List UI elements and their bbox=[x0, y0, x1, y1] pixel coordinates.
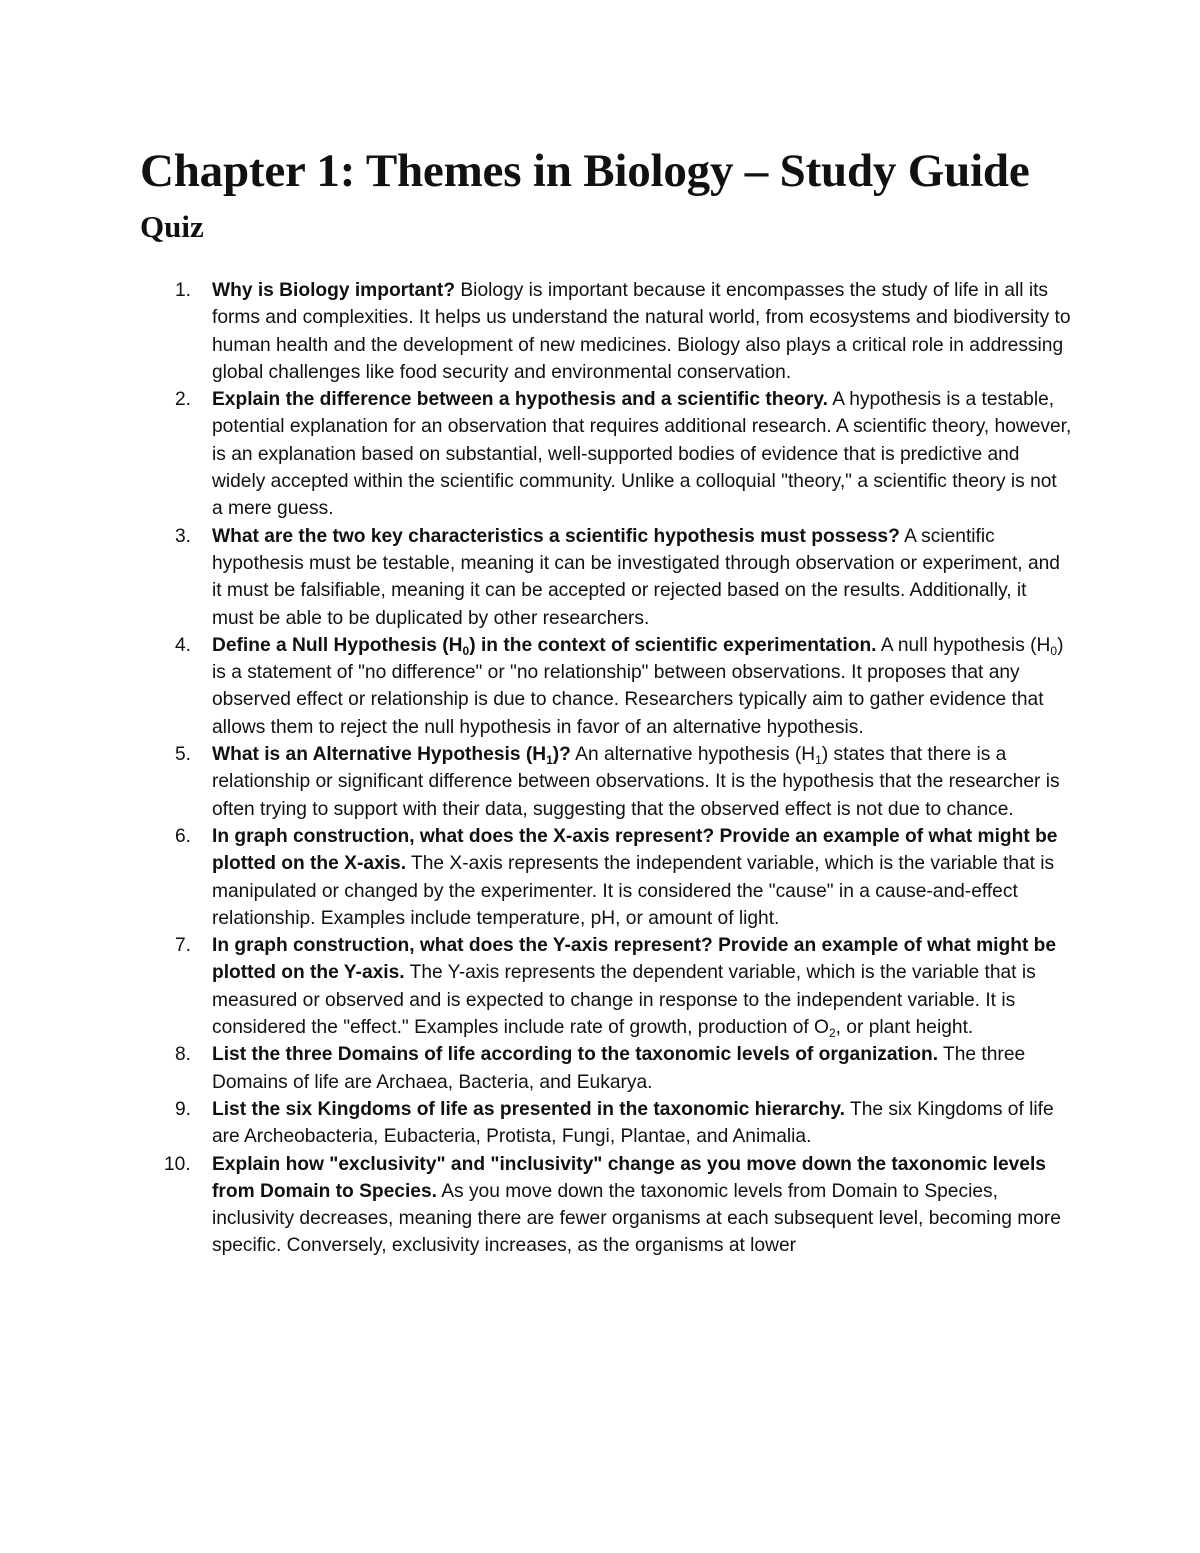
item-number: 10. bbox=[164, 1153, 191, 1175]
quiz-item-1 bbox=[0, 277, 1072, 386]
item-number: 1. bbox=[175, 280, 192, 301]
answer-text: The X-axis represents the independent variable, which is the variable that is manipulated or changed by the experimenter. It is considered the "cause" in a cause-and-effect relationship. Examples include temperature, pH, or amount of light. bbox=[212, 853, 1055, 929]
quiz-item-7 bbox=[0, 932, 1072, 1041]
question-text: Explain how "exclusivity" and "inclusivity" change as you move down the taxonomic levels from Domain to Species. bbox=[212, 1153, 1046, 1202]
item-number: 9. bbox=[175, 1098, 192, 1120]
question-text: Why is Biology important? bbox=[212, 280, 456, 301]
quiz-item-8 bbox=[0, 1041, 1072, 1096]
answer-text: The Y-axis represents the dependent variable, which is the variable that is measured or observed and is expected to change in response to the independent variable. It is considered the "effect." Examples include rate of growth, production of $O_2$, or plant height. bbox=[212, 962, 1036, 1041]
quiz-item-5 bbox=[0, 741, 1072, 823]
answer-text: A hypothesis is a testable, potential explanation for an observation that requires additional research. A scientific theory, however, is an explanation based on substantial, well-supported bodies of evidence that is predictive and widely accepted within the scientific community. Unlike a colloquial "theory," a scientific theory is not a mere guess. bbox=[212, 389, 1072, 520]
quiz-item-4 bbox=[0, 632, 1072, 741]
item-number: 5. bbox=[175, 744, 192, 766]
item-number: 4. bbox=[175, 634, 192, 656]
question-text: What is an Alternative Hypothesis $(H_1)$? bbox=[212, 744, 571, 768]
answer-text: The six Kingdoms of life are Archeobacteria, Eubacteria, Protista, Fungi, Plantae, and Animalia. bbox=[212, 1098, 1054, 1148]
page-title: Chapter 1: Themes in Biology – Study Guide bbox=[140, 145, 1030, 197]
quiz-item-3 bbox=[0, 523, 1072, 632]
subscript: 0 bbox=[1050, 643, 1058, 658]
answer-text: A scientific hypothesis must be testable, meaning it can be investigated through observation or experiment, and it must be falsifiable, meaning it can be accepted or rejected based on the results. Additionally, it must be able to be duplicated by other researchers. bbox=[212, 525, 1060, 629]
answer-text: Biology is important because it encompasses the study of life in all its forms and complexities. It helps us understand the natural world, from ecosystems and biodiversity to human health and the development of new medicines. Biology also plays a critical role in addressing global challenges like food security and environmental conservation. bbox=[212, 280, 1071, 383]
answer-text: An alternative hypothesis $(H_1)$ states that there is a relationship or significant difference between observations. It is the hypothesis that the researcher is often trying to support with their data, suggesting that the observed effect is not due to chance. bbox=[212, 744, 1060, 820]
quiz-list bbox=[0, 277, 1200, 1260]
item-number: 3. bbox=[175, 525, 192, 547]
answer-text: A null hypothesis $(H_0)$ is a statement of "no difference" or "no relationship" between observations. It proposes that any observed effect or relationship is due to chance. Researchers typically aim to gather evidence that allows them to reject the null hypothesis in favor of an alternative hypothesis. bbox=[212, 634, 1064, 738]
item-number: 6. bbox=[175, 825, 192, 847]
quiz-item-9 bbox=[0, 1096, 1072, 1151]
section-heading-quiz: Quiz bbox=[140, 209, 204, 244]
question-text: In graph construction, what does the X-axis represent? Provide an example of what might be plotted on the X-axis. bbox=[212, 825, 1058, 875]
question-text: List the three Domains of life according to the taxonomic levels of organization. bbox=[212, 1044, 939, 1066]
answer-text: The three Domains of life are Archaea, Bacteria, and Eukarya. bbox=[212, 1044, 1026, 1093]
quiz-item-2 bbox=[0, 386, 1072, 522]
answer-text: As you move down the taxonomic levels from Domain to Species, inclusivity decreases, meaning there are fewer organisms at each subsequent level, becoming more specific. Conversely, exclusivity increases, as the organisms at lower bbox=[212, 1180, 1061, 1257]
item-number: 7. bbox=[175, 935, 192, 957]
item-number: 8. bbox=[175, 1044, 192, 1066]
question-text: What are the two key characteristics a scientific hypothesis must possess? bbox=[212, 525, 900, 547]
item-number: 2. bbox=[175, 389, 192, 411]
question-text: Explain the difference between a hypothesis and a scientific theory. bbox=[212, 389, 828, 411]
question-text: List the six Kingdoms of life as presented in the taxonomic hierarchy. bbox=[212, 1098, 845, 1120]
subscript: 1 bbox=[546, 753, 553, 768]
question-text: Define a Null Hypothesis $(H_0)$ in the context of scientific experimentation. bbox=[212, 634, 877, 658]
quiz-item-10 bbox=[0, 1151, 1072, 1260]
question-text: In graph construction, what does the Y-axis represent? Provide an example of what might be plotted on the Y-axis. bbox=[212, 935, 1057, 984]
subscript: 0 bbox=[462, 643, 470, 658]
subscript: 2 bbox=[828, 1026, 836, 1041]
subscript: 1 bbox=[815, 753, 822, 768]
quiz-item-6 bbox=[0, 823, 1072, 932]
